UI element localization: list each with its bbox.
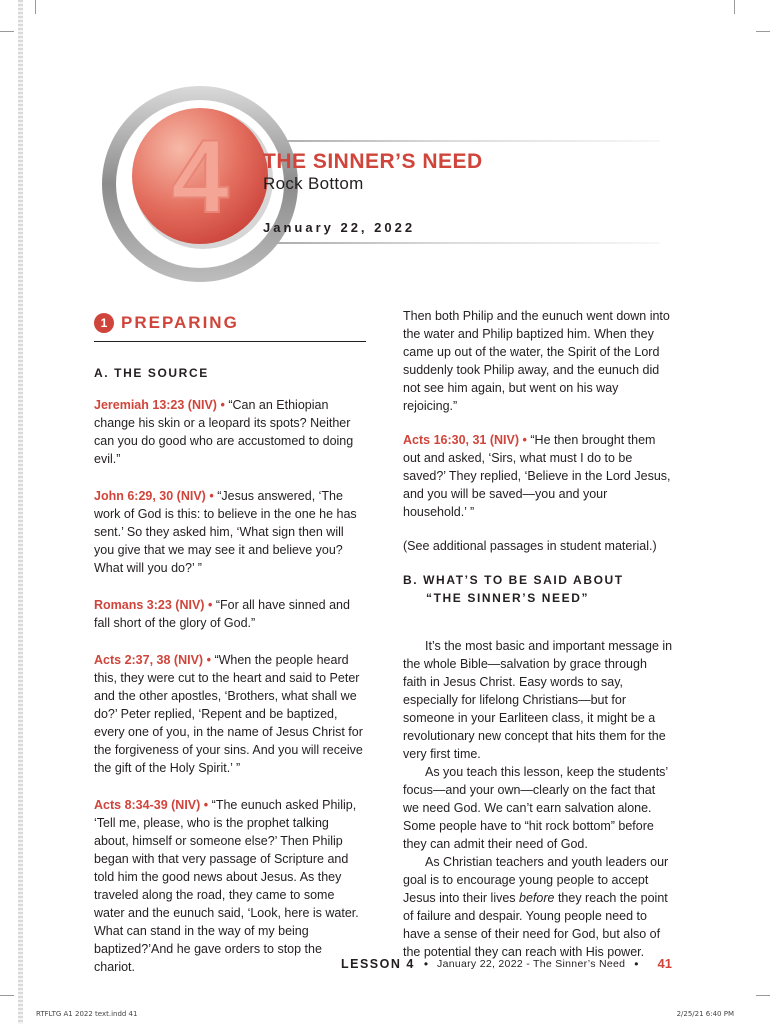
footer-lesson-label: LESSON 4 [341, 956, 415, 971]
crop-mark [35, 0, 36, 14]
scripture-passage [94, 487, 366, 577]
bullet: • [522, 433, 527, 447]
body-paragraph: As you teach this lesson, keep the students’ focus—and your own—clearly on the fact that we need God. We can’t earn salvation alone. Some people have to “hit rock bottom” before they can admit their need of God. [403, 765, 668, 851]
said-heading-line2: “THE SINNER’S NEED” [426, 591, 590, 605]
scripture-reference: Acts 2:37, 38 (NIV) [94, 653, 204, 667]
page-number: 41 [657, 956, 672, 971]
footer-description: January 22, 2022 - The Sinner’s Need [437, 957, 626, 970]
scripture-text: “Can an Ethiopian change his skin or a leopard its spots? Neither can you do good who are accustomed to doing evil.” [94, 398, 354, 466]
bullet: • [209, 489, 214, 503]
margin-stripe [18, 0, 23, 1024]
scripture-text: “When the people heard this, they were cut to the heart and said to Peter and the other apostles, ‘Brothers, what shall we do?’ Peter replied, ‘Repent and be baptized, every one of you, in the name of Jesus Christ for the forgiveness of your sins. And you will receive the gift of the Holy Spirit.’ ” [94, 653, 363, 775]
bullet: • [207, 598, 213, 612]
scripture-text: “For all have sinned and fall short of the glory of God.” [94, 598, 350, 630]
bullet: • [206, 653, 211, 667]
scripture-passage [403, 431, 673, 521]
scripture-reference: Acts 8:34-39 (NIV) [94, 798, 201, 812]
passage-continuation: Then both Philip and the eunuch went down into the water and Philip baptized him. When they came up out of the water, the Spirit of the Lord suddenly took Philip away, and the eunuch did not see him again, but went on his way rejoicing.” [403, 309, 670, 413]
paragraph-text: they reach the point of failure and despair. Young people need to have a sense of their need for God, but also of the potential they can reach with His power. [403, 891, 668, 959]
left-column [94, 310, 366, 976]
print-slug-timestamp: 2/25/21 6:40 PM [676, 1010, 734, 1018]
crop-mark [756, 31, 770, 32]
body-paragraph [403, 853, 673, 961]
section-divider [94, 341, 366, 342]
scripture-reference: Romans 3:23 (NIV) [94, 598, 205, 612]
emphasis-text: before [519, 891, 555, 905]
scripture-text: “Jesus answered, ‘The work of God is this: to believe in the one he has sent.’ So they asked him, ‘What sign then will you give that we may see it and believe you? What will you do?’ ” [94, 489, 357, 575]
print-slug-file: RTFLTG A1 2022 text.indd 41 [36, 1010, 138, 1018]
scripture-reference: Jeremiah 13:23 (NIV) [94, 398, 217, 412]
crop-mark [0, 31, 14, 32]
section-title: PREPARING [121, 313, 239, 332]
scripture-passage [94, 651, 366, 777]
bullet: • [220, 398, 225, 412]
lesson-title: THE SINNER’S NEED [263, 150, 483, 173]
additional-passages-note: (See additional passages in student material.) [403, 539, 657, 553]
crop-mark [0, 995, 14, 996]
scripture-passage [94, 596, 366, 632]
section-number-badge: 1 [94, 313, 114, 333]
lesson-number: 4 [171, 119, 229, 235]
scripture-reference: Acts 16:30, 31 (NIV) [403, 433, 520, 447]
said-heading-line1: B. WHAT’S TO BE SAID ABOUT [403, 573, 624, 587]
lesson-date: January 22, 2022 [263, 220, 416, 235]
scripture-passage [94, 796, 366, 976]
bullet: • [203, 798, 209, 812]
page-footer [341, 956, 672, 971]
preparing-heading [94, 310, 366, 336]
scripture-passage [94, 396, 366, 468]
source-heading: A. THE SOURCE [94, 366, 209, 380]
lesson-subtitle: Rock Bottom [263, 174, 364, 193]
scripture-reference: John 6:29, 30 (NIV) [94, 489, 206, 503]
footer-bullet: • [634, 956, 639, 971]
body-paragraph: It’s the most basic and important message in the whole Bible—salvation by grace through faith in Jesus Christ. Easy words to say, especially for lifelong Christians—but for someone in your Earliteen class, it might be a revolutionary new concept that hits them for the very first time. [403, 639, 673, 761]
said-heading [403, 571, 673, 607]
right-column [403, 307, 673, 961]
crop-mark [756, 995, 770, 996]
scripture-text: “The eunuch asked Philip, ‘Tell me, please, who is the prophet talking about, himself or someone else?’ Then Philip began with that very passage of Scripture and told him the good news about Jesus. As they traveled along the road, they came to some water and the eunuch said, ‘Look, here is water. What can stand in the way of my being baptized?’And he gave orders to stop the chariot. [94, 798, 359, 974]
crop-mark [734, 0, 735, 14]
paragraph-text: As Christian teachers and youth leaders our goal is to encourage young people to accept Jesus into their lives [403, 855, 669, 905]
footer-bullet: • [423, 956, 429, 971]
scripture-text: “He then brought them out and asked, ‘Sirs, what must I do to be saved?’ They replied, ‘Believe in the Lord Jesus, and you will be saved—you and your household.’ ” [403, 433, 671, 519]
lesson-header [263, 150, 483, 194]
